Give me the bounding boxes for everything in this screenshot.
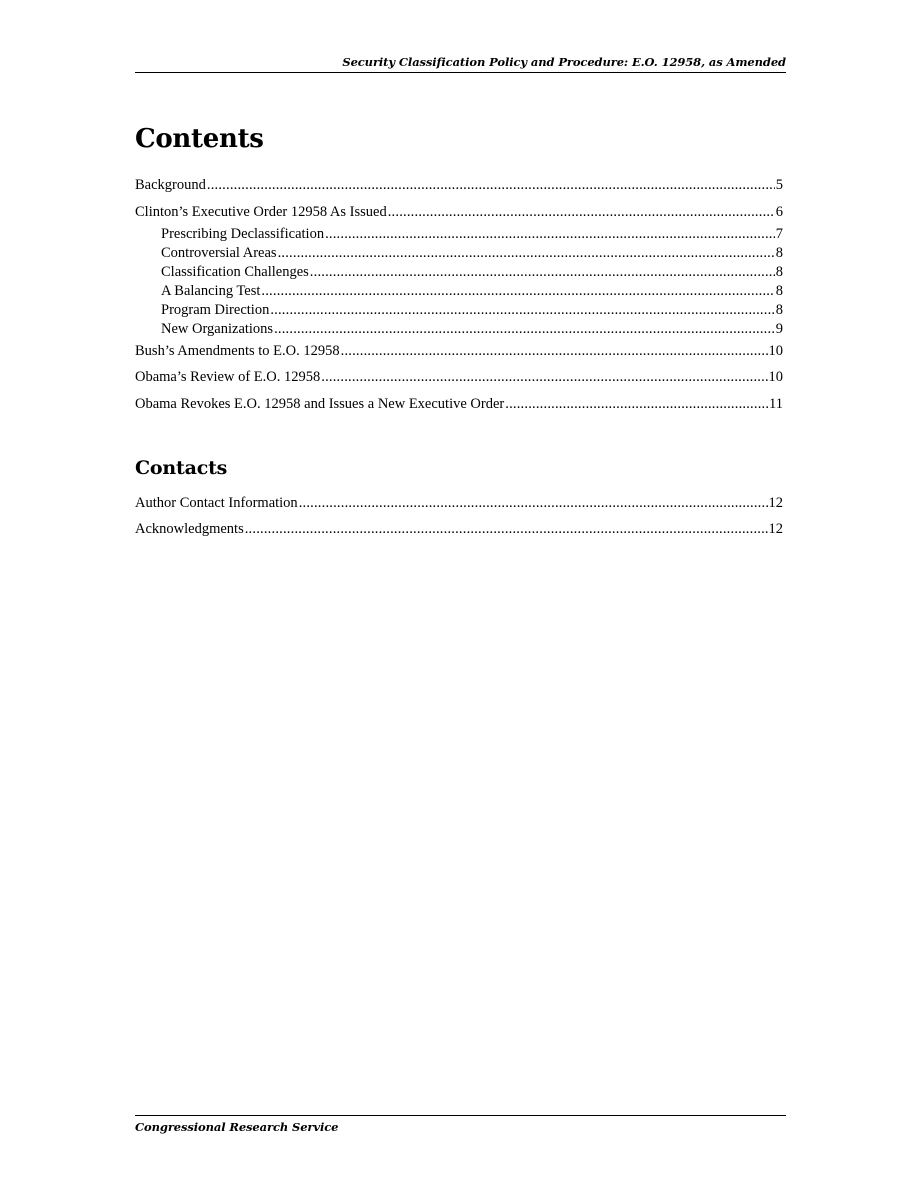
toc-page-number: 8 [775, 245, 783, 261]
toc-entry-label: A Balancing Test [161, 283, 261, 299]
header-rule [135, 72, 786, 73]
toc-page-number: 8 [775, 302, 783, 318]
toc-dot-leader [261, 282, 774, 301]
toc-entry-label: Acknowledgments [135, 521, 244, 537]
toc-entry-program-direction[interactable] [161, 301, 783, 320]
toc-entry-label: Program Direction [161, 302, 270, 318]
toc-dot-leader [321, 368, 767, 387]
toc-dot-leader [207, 176, 775, 195]
toc-dot-leader [310, 263, 775, 282]
toc-entry-new-organizations[interactable] [161, 320, 783, 339]
toc-dot-leader [299, 494, 768, 513]
toc-page-number: 10 [768, 343, 783, 359]
contacts-title: Contacts [135, 457, 228, 479]
toc-entry-label: Background [135, 177, 206, 193]
toc-dot-leader [274, 320, 775, 339]
toc-page-number: 5 [775, 177, 783, 193]
toc-entry-label: Bush’s Amendments to E.O. 12958 [135, 343, 340, 359]
toc-entry-prescribing-declassification[interactable] [161, 225, 783, 244]
toc-entry-obama-review[interactable] [135, 368, 783, 387]
toc-dot-leader [388, 203, 775, 222]
toc-dot-leader [270, 301, 774, 320]
toc-entry-background[interactable] [135, 176, 783, 195]
toc-page-number: 9 [775, 321, 783, 337]
contents-title: Contents [135, 124, 264, 154]
toc-entry-author-contact[interactable] [135, 494, 783, 513]
toc-entry-acknowledgments[interactable] [135, 520, 783, 539]
toc-page-number: 8 [775, 264, 783, 280]
toc-dot-leader [505, 395, 768, 414]
toc-entry-bush-amendments[interactable] [135, 342, 783, 361]
toc-page-number: 8 [775, 283, 783, 299]
toc-dot-leader [341, 342, 768, 361]
running-header: Security Classification Policy and Procedure: E.O. 12958, as Amended [342, 55, 786, 69]
toc-entry-classification-challenges[interactable] [161, 263, 783, 282]
toc-entry-label: Prescribing Declassification [161, 226, 325, 242]
toc-page-number: 12 [768, 521, 783, 537]
footer-rule [135, 1115, 786, 1116]
toc-page-number: 11 [769, 396, 783, 412]
toc-entry-clinton-eo[interactable] [135, 203, 783, 222]
toc-page-number: 12 [768, 495, 783, 511]
toc-entry-label: Author Contact Information [135, 495, 298, 511]
toc-page-number: 6 [775, 204, 783, 220]
toc-entry-label: Obama Revokes E.O. 12958 and Issues a New Executive Order [135, 396, 505, 412]
toc-entry-label: New Organizations [161, 321, 274, 337]
toc-entry-balancing-test[interactable] [161, 282, 783, 301]
toc-page-number: 7 [775, 226, 783, 242]
toc-dot-leader [278, 244, 775, 263]
toc-dot-leader [325, 225, 775, 244]
toc-entry-label: Classification Challenges [161, 264, 309, 280]
toc-entry-obama-revokes[interactable] [135, 395, 783, 414]
toc-dot-leader [245, 520, 768, 539]
toc-entry-label: Controversial Areas [161, 245, 277, 261]
toc-page-number: 10 [768, 369, 783, 385]
toc-entry-label: Clinton’s Executive Order 12958 As Issued [135, 204, 387, 220]
toc-entry-label: Obama’s Review of E.O. 12958 [135, 369, 321, 385]
toc-entry-controversial-areas[interactable] [161, 244, 783, 263]
running-footer: Congressional Research Service [135, 1120, 339, 1134]
